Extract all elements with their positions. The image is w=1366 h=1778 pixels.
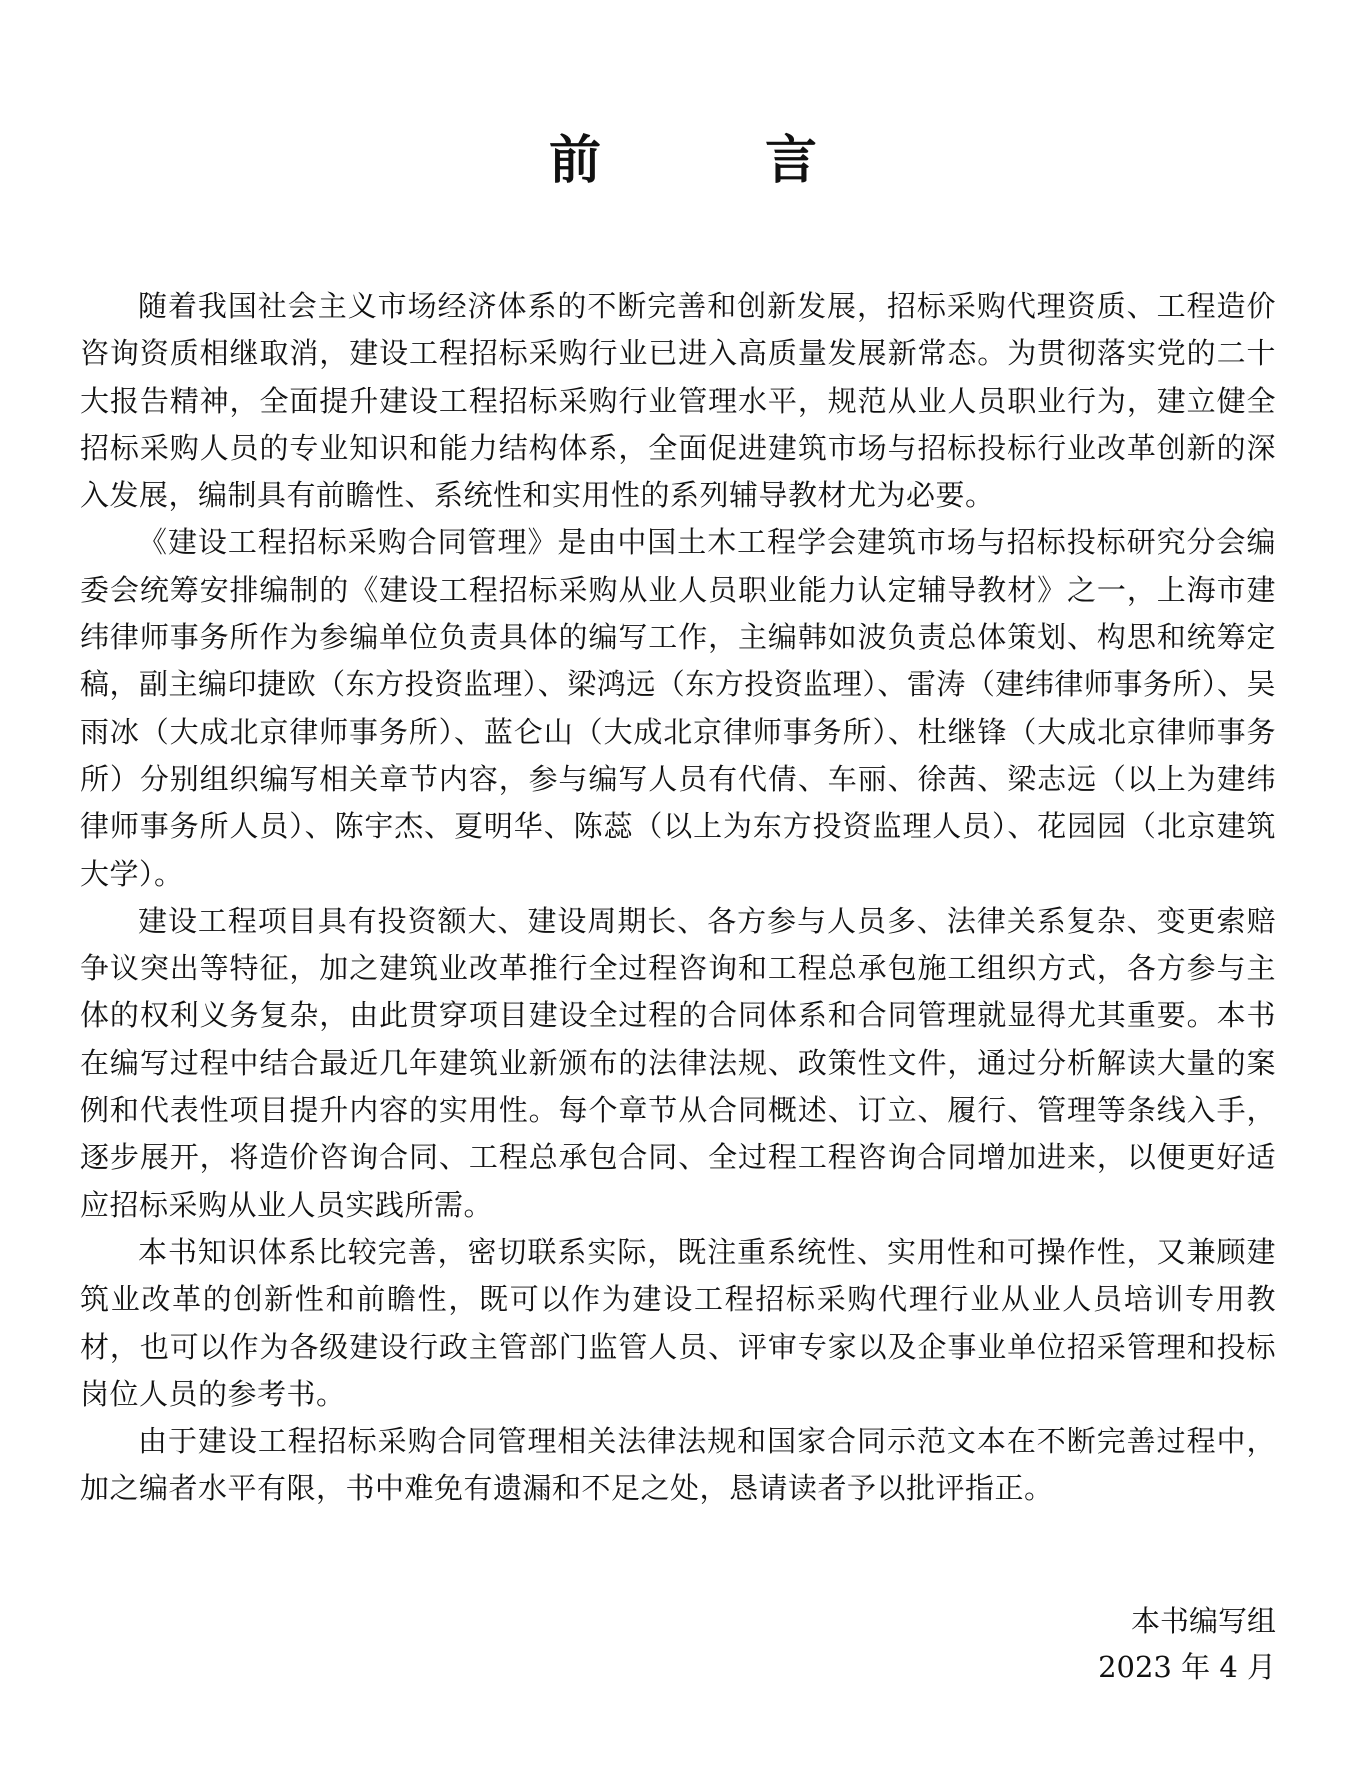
- paragraph-2: 《建设工程招标采购合同管理》是由中国土木工程学会建筑市场与招标投标研究分会编委会统筹安排编制的《建设工程招标采购从业人员职业能力认定辅导教材》之一，上海市建纬律师事务所作为参编单位负责具体的编写工作，主编韩如波负责总体策划、构思和统筹定稿，副主编印捷欧（东方投资监理）、梁鸿远（东方投资监理）、雷涛（建纬律师事务所）、吴雨冰（大成北京律师事务所）、蓝仑山（大成北京律师事务所）、杜继锋（大成北京律师事务所）分别组织编写相关章节内容，参与编写人员有代倩、车丽、徐茜、梁志远（以上为建纬律师事务所人员）、陈宇杰、夏明华、陈蕊（以上为东方投资监理人员）、花园园（北京建筑大学）。: [80, 525, 1276, 891]
- signature-author: 本书编写组: [1130, 1604, 1276, 1638]
- paragraph-5: 由于建设工程招标采购合同管理相关法律法规和国家合同示范文本在不断完善过程中，加之编者水平有限，书中难免有遗漏和不足之处，恳请读者予以批评指正。: [80, 1424, 1276, 1506]
- signature-date: 2023 年 4 月: [1098, 1650, 1276, 1684]
- signature-block: [1098, 1598, 1276, 1690]
- preface-body: [80, 283, 1276, 1513]
- paragraph-3: 建设工程项目具有投资额大、建设周期长、各方参与人员多、法律关系复杂、变更索赔争议突出等特征，加之建筑业改革推行全过程咨询和工程总承包施工组织方式，各方参与主体的权利义务复杂，由此贯穿项目建设全过程的合同体系和合同管理就显得尤其重要。本书在编写过程中结合最近几年建筑业新颁布的法律法规、政策性文件，通过分析解读大量的案例和代表性项目提升内容的实用性。每个章节从合同概述、订立、履行、管理等条线入手，逐步展开，将造价咨询合同、工程总承包合同、全过程工程咨询合同增加进来，以便更好适应招标采购从业人员实践所需。: [80, 903, 1276, 1222]
- paragraph-4: 本书知识体系比较完善，密切联系实际，既注重系统性、实用性和可操作性，又兼顾建筑业改革的创新性和前瞻性，既可以作为建设工程招标采购代理行业从业人员培训专用教材，也可以作为各级建设行政主管部门监管人员、评审专家以及企事业单位招采管理和投标岗位人员的参考书。: [80, 1234, 1276, 1411]
- paragraph-1: 随着我国社会主义市场经济体系的不断完善和创新发展，招标采购代理资质、工程造价咨询资质相继取消，建设工程招标采购行业已进入高质量发展新常态。为贯彻落实党的二十大报告精神，全面提升建设工程招标采购行业管理水平，规范从业人员职业行为，建立健全招标采购人员的专业知识和能力结构体系，全面促进建筑市场与招标投标行业改革创新的深入发展，编制具有前瞻性、系统性和实用性的系列辅导教材尤为必要。: [80, 289, 1276, 513]
- page-title: 前 言: [548, 130, 873, 191]
